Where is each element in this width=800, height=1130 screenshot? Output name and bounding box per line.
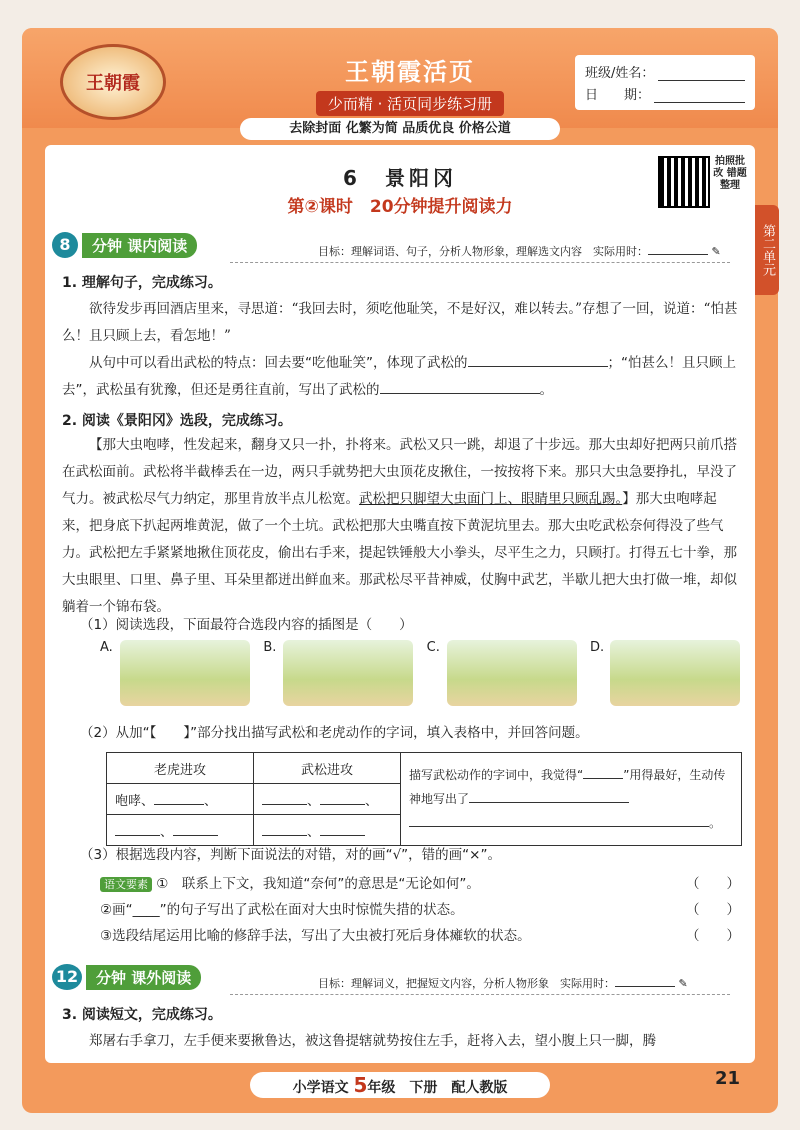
lesson-title: 6 景阳冈 — [343, 166, 457, 190]
illustration-image — [610, 640, 740, 706]
passage-text: 】那大虫咆哮起来，把身底下扒起两堆黄泥，做了一个土坑。武松把那大虫嘴直按下黄泥坑里去。那大虫吃武松奈何得没了些气力。武松把左手紧紧地揪住顶花皮，偷出右手来，提起铁锤般大小拳头，尽平生之力，只顾打。打得五七十拳，那大虫眼里、口里、鼻子里、耳朵里都迸出鲜血来。那武松尽平昔神威，仗胸中武艺，半歇儿把大虫打做一堆，却似躺着一个锦布袋。 — [62, 491, 737, 615]
book-info — [250, 1072, 550, 1098]
question-1-passage: 欲待发步再回酒店里来，寻思道：“我回去时，须吃他耻笑，不是好汉，难以转去。”存想了一回，说道：“怕甚么！且只顾上去，看怎地！” — [62, 301, 738, 344]
section-extra-reading — [52, 964, 201, 990]
page-number: 21 — [715, 1068, 741, 1089]
answer-blank[interactable] — [409, 826, 709, 827]
answer-blank[interactable] — [320, 804, 365, 805]
side-text: ”用得最好，生动传神地写出了 — [409, 768, 726, 806]
answer-blank[interactable] — [583, 778, 623, 779]
illustration-image — [120, 640, 250, 706]
question-1-prompt — [62, 350, 742, 404]
question-3-passage: 郑屠右手拿刀，左手便来要揪鲁达，被这鲁提辖就势按住左手，赶将入去，望小腹上只一脚，腾 — [89, 1033, 656, 1049]
unit-tab: 第二单元 — [755, 205, 779, 295]
section-label: 分钟 课内阅读 — [82, 233, 197, 258]
date-label: 日 期： — [585, 88, 651, 103]
divider — [230, 994, 730, 995]
judge-answer[interactable]: （ ） — [686, 928, 740, 944]
underlined-sentence: 武松把只脚望大虫面门上、眼睛里只顾乱踢。 — [359, 491, 623, 507]
section-inclass-reading — [52, 232, 197, 258]
section-goal: 目标：理解词语、句子，分析人物形象，理解选文内容 实际用时： ✎ — [318, 245, 721, 258]
date-field[interactable] — [654, 88, 745, 103]
answer-blank[interactable] — [115, 835, 160, 836]
qr-code-icon — [658, 156, 710, 208]
grade-number: 5 — [353, 1073, 368, 1097]
brand-subtitle: 少而精 · 活页同步练习册 — [316, 91, 504, 116]
prompt-end: 。 — [539, 382, 553, 398]
answer-blank[interactable] — [154, 804, 204, 805]
time-field[interactable] — [648, 254, 708, 255]
brand-name: 王朝霞活页 — [345, 58, 475, 86]
lesson-subtitle: 第②课时 20分钟提升阅读力 — [287, 197, 513, 217]
option-a[interactable] — [100, 640, 250, 712]
judge-item-2 — [100, 898, 740, 918]
qr-caption: 拍照批改 错题整理 — [713, 156, 747, 191]
answer-blank[interactable] — [380, 393, 540, 394]
brand-logo: 王朝霞 — [60, 44, 166, 120]
answer-blank[interactable] — [173, 835, 218, 836]
divider — [230, 262, 730, 263]
picture-options — [100, 640, 740, 712]
table-side-question: 描写武松动作的字词中，我觉得“ ”用得最好，生动传神地写出了 。 — [401, 753, 742, 846]
prompt-text: 从句中可以看出武松的特点：回去要“吃他耻笑”，体现了武松的 — [89, 355, 468, 371]
answer-blank[interactable] — [262, 835, 307, 836]
option-b[interactable] — [263, 640, 413, 712]
section-minutes: 12 — [52, 964, 82, 990]
question-1-title: 1. 理解句子，完成练习。 — [62, 275, 222, 291]
prompt-text: ；“怕甚么！且只顾上去”，武松虽有犹豫，但还是勇往直前，写出了武松的 — [62, 355, 736, 398]
illustration-image — [283, 640, 413, 706]
class-name-field[interactable] — [658, 66, 745, 81]
judge-item-1 — [100, 872, 740, 892]
answer-blank[interactable] — [262, 804, 307, 805]
section-goal: 目标：理解词义，把握短文内容，分析人物形象 实际用时： ✎ — [318, 977, 688, 990]
brand — [300, 52, 520, 116]
answer-blank[interactable] — [320, 835, 365, 836]
answer-blank[interactable] — [468, 366, 608, 367]
skill-badge: 语文要素 — [100, 877, 152, 892]
tiger-cell[interactable]: 、 — [107, 815, 254, 846]
illustration-image — [447, 640, 577, 706]
tiger-cell[interactable]: 咆哮、 、 — [107, 784, 254, 815]
question-2-title: 2. 阅读《景阳冈》选段，完成练习。 — [62, 413, 292, 429]
edition: 年级 下册 配人教版 — [367, 1080, 508, 1096]
question-3-title: 3. 阅读短文，完成练习。 — [62, 1007, 222, 1023]
option-d[interactable] — [590, 640, 740, 712]
motto: 去除封面 化繁为简 品质优良 价格公道 — [240, 118, 560, 140]
judge-text: ③选段结尾运用比喻的修辞手法，写出了大虫被打死后身体瘫软的状态。 — [100, 928, 531, 944]
subquestion-1: （1）阅读选段，下面最符合选段内容的插图是（ ） — [80, 617, 413, 633]
passage-text: 【那大虫咆哮，性发起来，翻身又只一扑，扑将来。武松又只一跳，却退了十步远。那大虫却好把两只前爪搭在武松面前。武松将半截棒丢在一边，两只手就势把大虫顶花皮揪住，一按按将下来。那只大虫急要挣扎，早没了气力。被武松尽气力纳定，那里肯放半点儿松宽。 — [62, 437, 737, 507]
wusong-cell[interactable]: 、 、 — [254, 784, 401, 815]
goal-text: 目标：理解词义，把握短文内容，分析人物形象 实际用时： — [318, 977, 615, 990]
subquestion-2: （2）从加“【 】”部分找出描写武松和老虎动作的字词，填入表格中，并回答问题。 — [80, 725, 589, 741]
table-header: 武松进攻 — [254, 753, 401, 784]
answer-table — [106, 752, 742, 846]
goal-text: 目标：理解词语、句子，分析人物形象，理解选文内容 实际用时： — [318, 245, 648, 258]
class-name-box — [575, 55, 755, 110]
option-letter: C. — [426, 640, 440, 655]
judge-item-3 — [100, 924, 740, 944]
option-c[interactable] — [427, 640, 577, 712]
option-letter: A. — [100, 640, 113, 655]
question-2-passage — [62, 432, 742, 621]
section-label: 分钟 课外阅读 — [86, 965, 201, 990]
judge-text: ① 联系上下文，我知道“奈何”的意思是“无论如何”。 — [156, 876, 480, 892]
judge-answer[interactable]: （ ） — [686, 902, 740, 918]
time-field[interactable] — [615, 986, 675, 987]
option-letter: B. — [263, 640, 277, 655]
section-minutes: 8 — [52, 232, 78, 258]
given-word: 咆哮、 — [115, 793, 155, 809]
class-label: 班级/姓名： — [585, 66, 655, 81]
table-header: 老虎进攻 — [107, 753, 254, 784]
judge-text: ②画“____”的句子写出了武松在面对大虫时惊慌失措的状态。 — [100, 902, 464, 918]
wusong-cell[interactable]: 、 — [254, 815, 401, 846]
subquestion-3: （3）根据选段内容，判断下面说法的对错，对的画“√”，错的画“×”。 — [80, 847, 501, 863]
answer-blank[interactable] — [469, 802, 629, 803]
judge-answer[interactable]: （ ） — [686, 876, 740, 892]
side-text: 描写武松动作的字词中，我觉得“ — [409, 768, 584, 782]
option-letter: D. — [589, 640, 605, 655]
subject: 小学语文 — [292, 1080, 349, 1096]
